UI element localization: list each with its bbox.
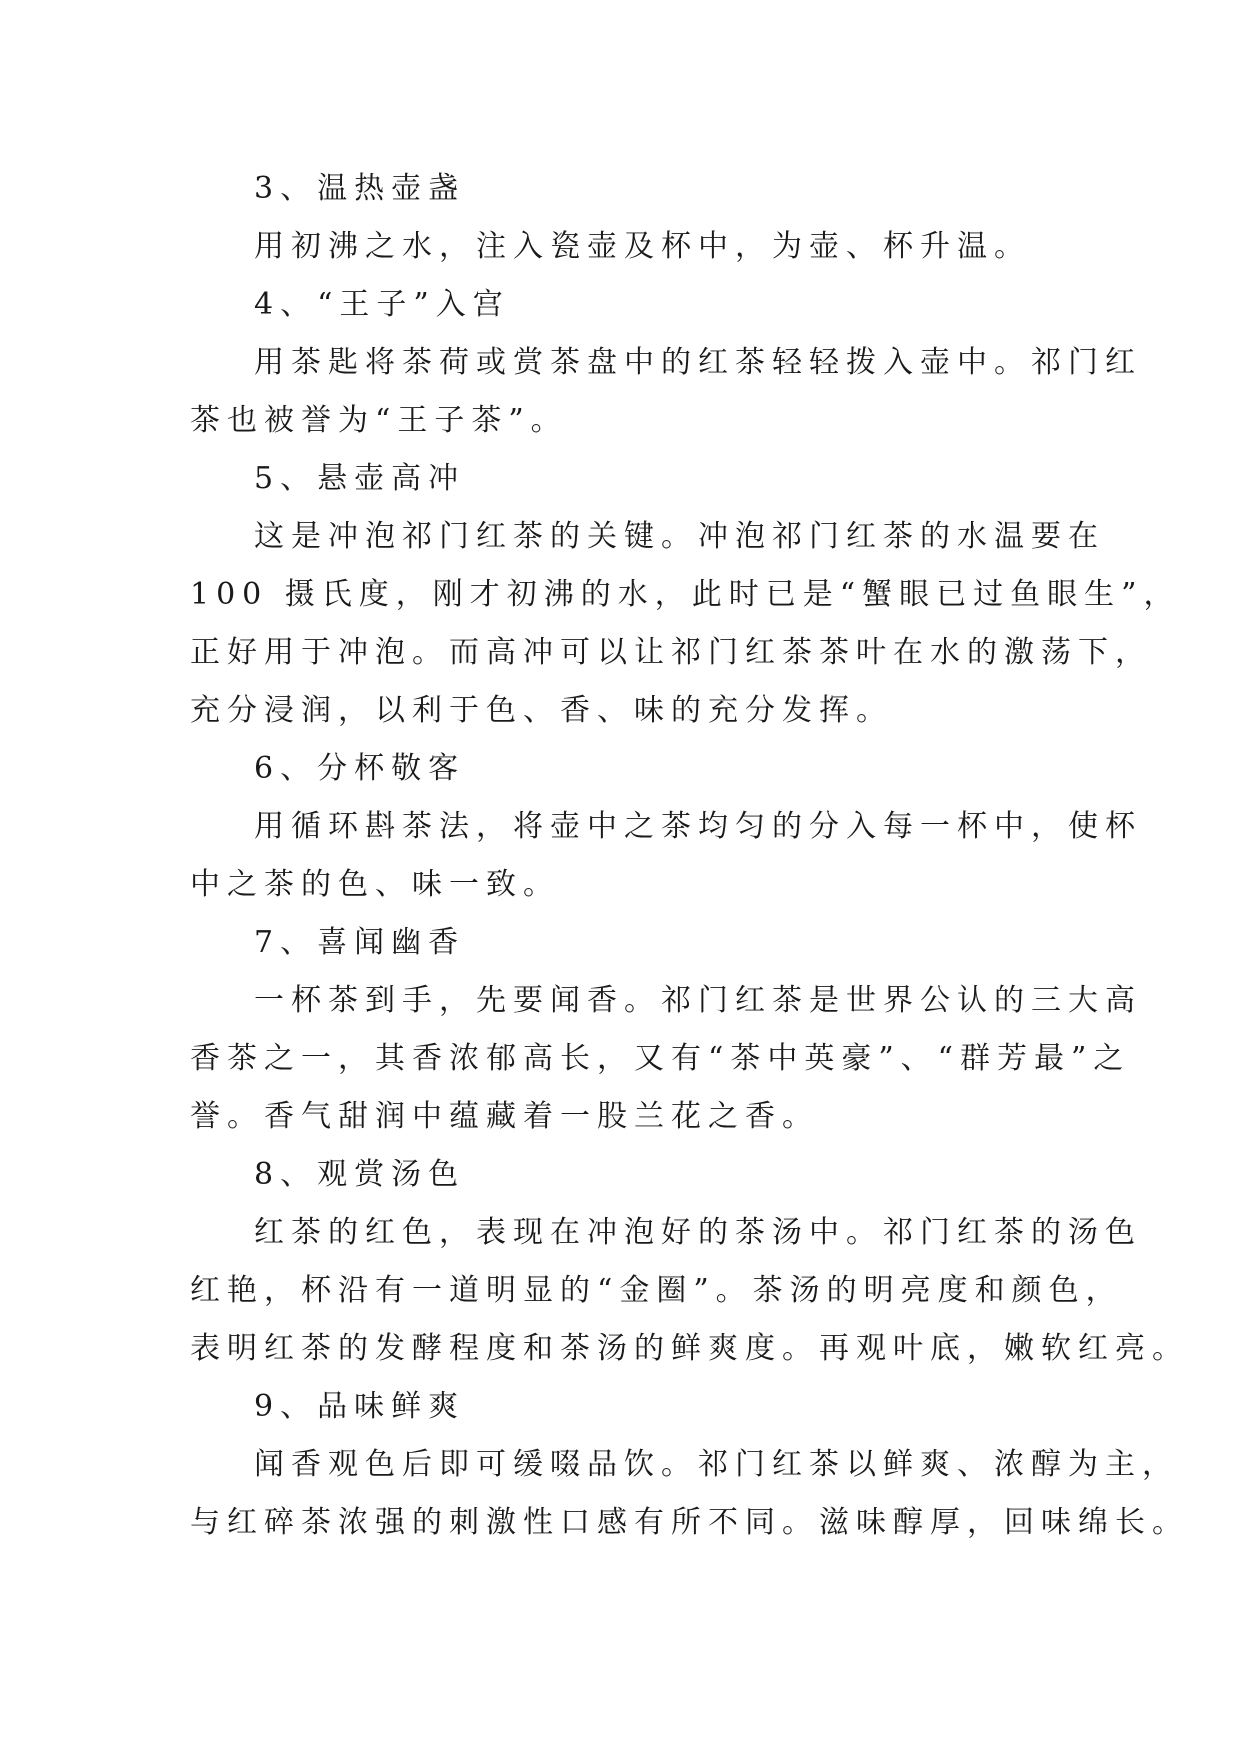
- paragraph-line: 红茶的红色，表现在冲泡好的茶汤中。祁门红茶的汤色: [254, 1215, 1142, 1250]
- paragraph-line: 红艳，杯沿有一道明显的“金圈”。茶汤的明亮度和颜色，: [190, 1273, 1123, 1308]
- paragraph-line: 中之茶的色、味一致。: [190, 867, 560, 902]
- paragraph-line: 茶也被誉为“王子茶”。: [190, 403, 568, 438]
- section-heading: 7、喜闻幽香: [254, 925, 466, 960]
- paragraph-line: 香茶之一，其香浓郁高长，又有“茶中英豪”、“群芳最”之: [190, 1041, 1131, 1076]
- section-heading: 6、分杯敬客: [254, 751, 466, 786]
- section-heading: 4、“王子”入宫: [254, 287, 510, 322]
- paragraph-line: 这是冲泡祁门红茶的关键。冲泡祁门红茶的水温要在: [254, 519, 1105, 554]
- paragraph-line: 用初沸之水，注入瓷壶及杯中，为壶、杯升温。: [254, 229, 1031, 264]
- section-heading: 8、观赏汤色: [254, 1157, 466, 1192]
- section-heading: 9、品味鲜爽: [254, 1389, 466, 1424]
- paragraph-line: 用循环斟茶法，将壶中之茶均匀的分入每一杯中，使杯: [254, 809, 1142, 844]
- document-page: [190, 160, 1189, 1552]
- paragraph-line: 与红碎茶浓强的刺激性口感有所不同。滋味醇厚，回味绵长。: [190, 1505, 1189, 1540]
- paragraph-line: 誉。香气甜润中蕴藏着一股兰花之香。: [190, 1099, 819, 1134]
- paragraph-line: 一杯茶到手，先要闻香。祁门红茶是世界公认的三大高: [254, 983, 1142, 1018]
- paragraph-line: 充分浸润，以利于色、香、味的充分发挥。: [190, 693, 893, 728]
- paragraph-line: 100 摄氏度，刚才初沸的水，此时已是“蟹眼已过鱼眼生”，: [190, 577, 1181, 612]
- section-heading: 5、悬壶高冲: [254, 461, 466, 496]
- section-heading: 3、温热壶盏: [254, 171, 466, 206]
- paragraph-line: 表明红茶的发酵程度和茶汤的鲜爽度。再观叶底，嫩软红亮。: [190, 1331, 1189, 1366]
- paragraph-line: 正好用于冲泡。而高冲可以让祁门红茶茶叶在水的激荡下，: [190, 635, 1152, 670]
- paragraph-line: 闻香观色后即可缓啜品饮。祁门红茶以鲜爽、浓醇为主，: [254, 1447, 1179, 1482]
- paragraph-line: 用茶匙将茶荷或赏茶盘中的红茶轻轻拨入壶中。祁门红: [254, 345, 1142, 380]
